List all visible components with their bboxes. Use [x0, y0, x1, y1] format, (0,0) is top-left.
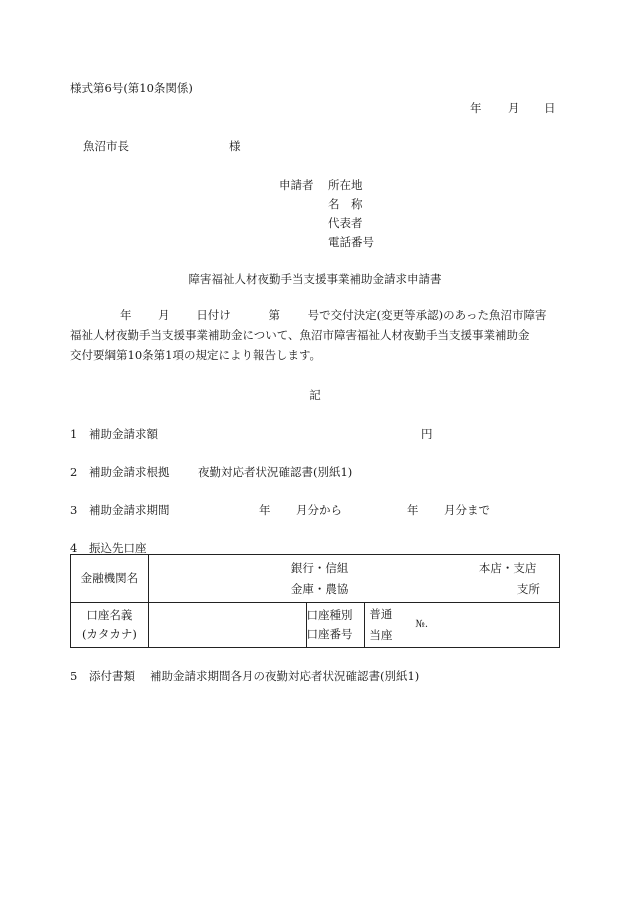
body-line-1: [70, 305, 565, 325]
bank-name-field[interactable]: [148, 555, 559, 603]
item-4-number: 4: [70, 541, 78, 555]
applicant-name-label: 名 称: [328, 197, 363, 211]
account-kind-ordinary: 普通: [369, 607, 393, 621]
applicant-phone-label: 電話番号: [328, 235, 374, 249]
account-number-label: 口座番号: [306, 627, 353, 641]
applicant-address-label: 所在地: [328, 178, 363, 192]
date-month: 月: [508, 101, 520, 115]
account-kind-current: 当座: [369, 628, 393, 642]
account-kind-number-label: [306, 603, 365, 648]
body-line-3: 交付要綱第10条第1項の規定により報告します。: [70, 348, 322, 362]
branch-line-2: 支所: [516, 582, 540, 596]
bank-name-label: 金融機関名: [71, 555, 149, 603]
account-holder-label: [71, 603, 149, 648]
bank-name-row: [71, 555, 560, 603]
body-month: 月: [158, 308, 170, 322]
branch-line-1: 本店・支店: [478, 561, 537, 575]
applicant-representative-label: 代表者: [328, 216, 363, 230]
item-3-from-year: 年: [259, 503, 271, 517]
item-3-number: 3: [70, 503, 78, 517]
item-1-label: 補助金請求額: [89, 427, 158, 441]
account-row: [71, 603, 560, 648]
addressee-name: 魚沼市長: [83, 139, 129, 153]
body-line-2: 福祉人材夜勤手当支援事業補助金について、魚沼市障害福祉人材夜勤手当支援事業補助金: [70, 328, 530, 342]
item-3-from-month: 月分から: [296, 503, 342, 517]
applicant-label: 申請者: [279, 178, 314, 192]
account-holder-field[interactable]: [148, 603, 306, 648]
account-kind-number-field[interactable]: [365, 603, 560, 648]
item-1-number: 1: [70, 427, 78, 441]
item-3-to-month: 月分まで: [444, 503, 490, 517]
item-2-number: 2: [70, 465, 78, 479]
item-5-label: 添付書類: [89, 669, 135, 683]
body-line-1-rest: 号で交付決定(変更等承認)のあった魚沼市障害: [307, 308, 547, 322]
addressee-honorific: 様: [229, 139, 241, 153]
account-kind-label: 口座種別: [306, 608, 353, 622]
account-number-mark: №.: [415, 619, 429, 630]
item-3-label: 補助金請求期間: [89, 503, 170, 517]
item-4-label: 振込先口座: [89, 541, 147, 555]
item-3-to-year: 年: [407, 503, 419, 517]
item-5-value: 補助金請求期間各月の夜勤対応者状況確認書(別紙1): [150, 669, 420, 683]
bank-account-table: [70, 554, 560, 648]
ki-heading: 記: [309, 388, 321, 402]
date-year: 年: [470, 101, 482, 115]
bank-type-line-1: 銀行・信組: [290, 561, 349, 575]
document-title: 障害福祉人材夜勤手当支援事業補助金請求申請書: [188, 272, 442, 286]
item-1-unit: 円: [421, 427, 433, 441]
bank-type-line-2: 金庫・農協: [290, 582, 349, 596]
account-holder-label-2: (カタカナ): [81, 627, 137, 641]
date-day: 日: [544, 101, 556, 115]
item-2-value: 夜勤対応者状況確認書(別紙1): [198, 465, 353, 479]
body-date: 日付け: [196, 308, 231, 322]
form-number: 様式第6号(第10条関係): [70, 81, 193, 95]
body-number: 第: [268, 308, 280, 322]
body-paragraph: [70, 305, 565, 365]
item-5-number: 5: [70, 669, 78, 683]
body-year: 年: [120, 308, 132, 322]
account-holder-label-1: 口座名義: [86, 608, 133, 622]
item-2-label: 補助金請求根拠: [89, 465, 170, 479]
